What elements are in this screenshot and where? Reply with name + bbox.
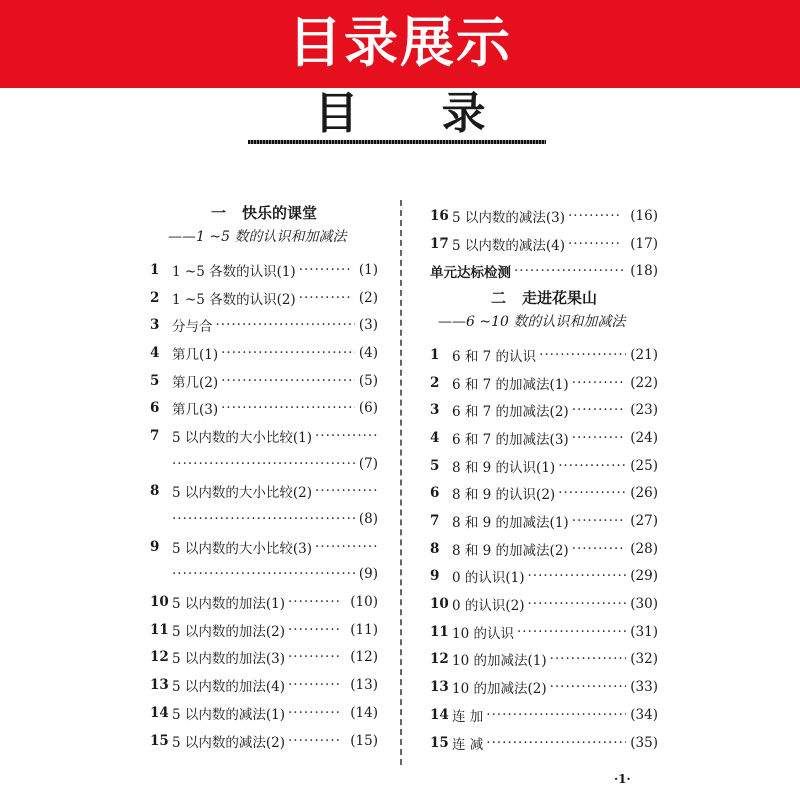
leader-dots xyxy=(315,539,378,555)
leader-dots xyxy=(221,373,355,389)
toc-entry-number: 3 xyxy=(150,317,160,334)
toc-entry-title: 5 以内数的加法(3) xyxy=(172,651,286,668)
toc-entry-number: 17 xyxy=(430,235,449,252)
toc-title: 目 录 xyxy=(314,88,520,139)
leader-dots xyxy=(528,568,627,584)
leader-dots xyxy=(514,263,626,279)
toc-entry-page: (23) xyxy=(630,402,658,419)
leader-dots xyxy=(172,511,355,527)
leader-dots xyxy=(517,624,626,640)
leader-dots xyxy=(550,679,627,695)
toc-entry[interactable] xyxy=(430,673,658,701)
toc-entry-page: (30) xyxy=(630,596,658,613)
toc-entry-page: (33) xyxy=(630,679,658,696)
toc-entry[interactable] xyxy=(150,699,378,727)
toc-entry-continuation[interactable] xyxy=(150,561,378,589)
toc-entry-number: 15 xyxy=(150,732,169,749)
toc-entry-page: (10) xyxy=(350,594,378,611)
toc-entry-number: 15 xyxy=(430,734,449,751)
section-number: 二 xyxy=(490,289,506,308)
toc-entry-page: (15) xyxy=(350,732,378,749)
toc-entry-number: 12 xyxy=(430,651,449,668)
toc-entry-number: 13 xyxy=(150,677,169,694)
leader-dots xyxy=(486,735,626,751)
toc-entry-page: (4) xyxy=(358,344,378,361)
toc-entry-page: (1) xyxy=(358,261,378,278)
toc-entry-title: 6 和 7 的认识 xyxy=(452,348,537,365)
toc-entry-number: 10 xyxy=(150,594,169,611)
leader-dots xyxy=(288,677,342,693)
toc-entry-title: 第几(1) xyxy=(172,346,219,363)
toc-entry[interactable] xyxy=(150,284,378,312)
leader-dots xyxy=(288,705,342,721)
leader-dots xyxy=(572,513,626,529)
header-banner xyxy=(0,0,800,88)
toc-entry-page: (7) xyxy=(358,455,378,472)
section-title xyxy=(430,287,658,311)
leader-dots xyxy=(568,236,622,252)
column-divider xyxy=(400,200,402,765)
toc-entry[interactable] xyxy=(430,424,658,452)
toc-entry-title: 第几(2) xyxy=(172,374,219,391)
toc-entry-number: 2 xyxy=(430,374,440,391)
leader-dots xyxy=(315,428,378,444)
toc-entry-page: (24) xyxy=(630,429,658,446)
leader-dots xyxy=(288,622,342,638)
toc-entry-title: 5 以内数的大小比较(1) xyxy=(172,429,313,446)
toc-entry-page: (14) xyxy=(350,704,378,721)
toc-right-column xyxy=(430,202,658,756)
toc-entry-page: (32) xyxy=(630,651,658,668)
section-number: 一 xyxy=(210,204,226,222)
section-title xyxy=(150,202,378,226)
toc-entry-continuation[interactable] xyxy=(150,450,378,478)
toc-entry-page: (18) xyxy=(630,263,658,280)
toc-entry-title: 5 以内数的大小比较(2) xyxy=(172,485,313,502)
toc-entry-page: (31) xyxy=(630,623,658,640)
toc-entry-number: 4 xyxy=(150,344,160,361)
toc-entry-title: 5 以内数的加法(1) xyxy=(172,596,286,613)
toc-entry-title: 5 以内数的大小比较(3) xyxy=(172,540,313,557)
toc-entry-page: (8) xyxy=(358,511,378,528)
toc-entry[interactable] xyxy=(430,618,658,646)
toc-entry-page: (34) xyxy=(630,706,658,723)
toc-entry-number: 3 xyxy=(430,402,440,419)
toc-list xyxy=(150,256,378,754)
toc-entry-number: 11 xyxy=(150,621,169,638)
toc-entry-title: 6 和 7 的加减法(3) xyxy=(452,431,569,448)
leader-dots xyxy=(221,345,355,361)
toc-entry-number: 14 xyxy=(430,706,449,723)
section-name: 走进花果山 xyxy=(522,289,598,308)
leader-dots xyxy=(172,566,355,582)
toc-entry[interactable] xyxy=(150,533,378,561)
toc-entry[interactable] xyxy=(150,339,378,367)
toc-entry[interactable] xyxy=(150,311,378,339)
leader-dots xyxy=(486,707,626,723)
toc-entry-page: (16) xyxy=(630,207,658,224)
leader-dots xyxy=(299,262,353,278)
toc-entry-page: (26) xyxy=(630,485,658,502)
toc-entry-number: 10 xyxy=(430,596,449,613)
toc-entry-title: 第几(3) xyxy=(172,402,219,419)
toc-entry-page: (22) xyxy=(630,374,658,391)
leader-dots xyxy=(550,651,627,667)
toc-entry[interactable] xyxy=(430,396,658,424)
toc-entry[interactable] xyxy=(150,478,378,506)
toc-left-column xyxy=(150,202,378,754)
leader-dots xyxy=(288,649,342,665)
toc-entry-title: 8 和 9 的加减法(1) xyxy=(452,515,569,532)
toc-entry-number: 6 xyxy=(430,485,440,502)
leader-dots xyxy=(528,596,627,612)
leader-dots xyxy=(558,485,626,501)
toc-entry-title: 连 加 xyxy=(452,708,484,725)
toc-entry-number: 1 xyxy=(150,261,160,278)
leader-dots xyxy=(221,400,355,416)
toc-entry-number: 7 xyxy=(430,513,440,530)
toc-entry-number: 14 xyxy=(150,704,169,721)
leader-dots xyxy=(572,541,626,557)
toc-entry-number: 5 xyxy=(430,457,440,474)
leader-dots xyxy=(558,458,626,474)
toc-entry-title: 单元达标检测 xyxy=(430,265,511,282)
toc-entry-title: 0 的认识(1) xyxy=(452,570,525,587)
leader-dots xyxy=(572,402,626,418)
toc-entry-title: 5 以内数的减法(4) xyxy=(452,237,566,254)
toc-entry-page: (6) xyxy=(358,400,378,417)
toc-entry-number: 13 xyxy=(430,679,449,696)
toc-entry[interactable] xyxy=(430,701,658,729)
toc-entry-page: (28) xyxy=(630,540,658,557)
toc-entry-page: (29) xyxy=(630,568,658,585)
toc-entry-page: (35) xyxy=(630,734,658,751)
toc-entry-title: 0 的认识(2) xyxy=(452,598,525,615)
toc-entry[interactable] xyxy=(150,644,378,672)
toc-entry-title: 5 以内数的减法(3) xyxy=(452,209,566,226)
toc-entry-unit-test[interactable] xyxy=(430,257,658,285)
toc-entry[interactable] xyxy=(150,367,378,395)
toc-entry[interactable] xyxy=(150,394,378,422)
toc-entry[interactable] xyxy=(430,646,658,674)
leader-dots xyxy=(572,375,626,391)
toc-entry-number: 9 xyxy=(430,568,440,585)
toc-entry-title: 5 以内数的加法(2) xyxy=(172,623,286,640)
toc-entry[interactable] xyxy=(430,535,658,563)
leader-dots xyxy=(216,317,355,333)
title-underline xyxy=(248,140,546,144)
toc-entry[interactable] xyxy=(150,727,378,755)
toc-entry-number: 4 xyxy=(430,429,440,446)
toc-entry-number: 1 xyxy=(430,346,440,363)
toc-list xyxy=(430,341,658,756)
section-name: 快乐的课堂 xyxy=(242,204,318,222)
toc-entry-title: 1 ~5 各数的认识(2) xyxy=(172,291,296,308)
toc-entry[interactable] xyxy=(150,422,378,450)
leader-dots xyxy=(299,290,353,306)
toc-entry[interactable] xyxy=(430,590,658,618)
section-subtitle: ——6 ~10 数的认识和加减法 xyxy=(438,314,626,331)
toc-entry-title: 5 以内数的减法(2) xyxy=(172,734,286,751)
leader-dots xyxy=(568,208,622,224)
toc-entry-title: 10 的认识 xyxy=(452,625,514,642)
toc-entry-title: 5 以内数的减法(1) xyxy=(172,706,286,723)
toc-entry-page: (21) xyxy=(630,346,658,363)
toc-entry-title: 1 ~5 各数的认识(1) xyxy=(172,263,296,280)
leader-dots xyxy=(315,483,378,499)
leader-dots xyxy=(288,733,342,749)
toc-entry-page: (3) xyxy=(358,317,378,334)
toc-entry-title: 10 的加减法(1) xyxy=(452,653,547,670)
leader-dots xyxy=(572,430,626,446)
toc-entry-number: 8 xyxy=(430,540,440,557)
toc-entry-number: 6 xyxy=(150,400,160,417)
toc-entry[interactable] xyxy=(430,729,658,757)
toc-entry-number: 7 xyxy=(150,427,160,444)
toc-entry-title: 连 减 xyxy=(452,736,484,753)
toc-list xyxy=(430,202,658,257)
section-subtitle: ——1 ~5 数的认识和加减法 xyxy=(168,229,347,245)
banner-title: 目录展示 xyxy=(288,11,512,74)
toc-entry-number: 8 xyxy=(150,483,160,500)
toc-entry[interactable] xyxy=(150,256,378,284)
toc-entry-title: 10 的加减法(2) xyxy=(452,681,547,698)
toc-entry-number: 2 xyxy=(150,289,160,306)
toc-entry-page: (13) xyxy=(350,677,378,694)
page-number: ·1· xyxy=(614,772,631,786)
toc-entry-title: 分与合 xyxy=(172,319,213,336)
toc-entry-page: (11) xyxy=(350,621,378,638)
toc-entry-title: 6 和 7 的加减法(1) xyxy=(452,376,569,393)
toc-entry[interactable] xyxy=(150,671,378,699)
toc-entry[interactable] xyxy=(150,616,378,644)
toc-entry-page: (5) xyxy=(358,372,378,389)
toc-entry-title: 8 和 9 的加减法(2) xyxy=(452,542,569,559)
toc-entry-number: 9 xyxy=(150,538,160,555)
toc-entry-title: 6 和 7 的加减法(2) xyxy=(452,404,569,421)
toc-entry-page: (17) xyxy=(630,235,658,252)
leader-dots xyxy=(539,347,626,363)
toc-entry-page: (27) xyxy=(630,513,658,530)
toc-entry-number: 5 xyxy=(150,372,160,389)
toc-entry-page: (2) xyxy=(358,289,378,306)
toc-entry-page: (12) xyxy=(350,649,378,666)
leader-dots xyxy=(288,594,342,610)
toc-entry[interactable] xyxy=(430,369,658,397)
toc-entry-title: 8 和 9 的认识(1) xyxy=(452,459,556,476)
toc-entry-number: 11 xyxy=(430,623,449,640)
toc-entry[interactable] xyxy=(430,202,658,230)
toc-entry-page: (9) xyxy=(358,566,378,583)
toc-entry-title: 5 以内数的加法(4) xyxy=(172,679,286,696)
toc-entry-title: 8 和 9 的认识(2) xyxy=(452,487,556,504)
toc-entry-page: (25) xyxy=(630,457,658,474)
toc-entry[interactable] xyxy=(430,230,658,258)
toc-entry-number: 16 xyxy=(430,207,449,224)
toc-entry[interactable] xyxy=(430,507,658,535)
leader-dots xyxy=(172,456,355,472)
toc-entry[interactable] xyxy=(430,563,658,591)
toc-entry-number: 12 xyxy=(150,649,169,666)
toc-entry[interactable] xyxy=(430,452,658,480)
toc-entry[interactable] xyxy=(430,480,658,508)
toc-entry[interactable] xyxy=(430,341,658,369)
toc-entry-continuation[interactable] xyxy=(150,505,378,533)
toc-entry[interactable] xyxy=(150,588,378,616)
